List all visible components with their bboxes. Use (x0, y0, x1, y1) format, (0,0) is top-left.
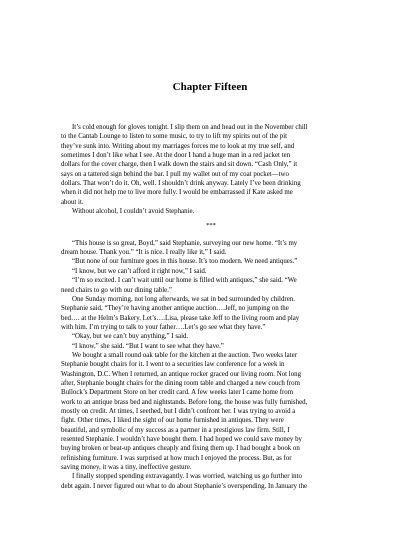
paragraph-line: work to an antique brass bed and nightstands. Before long, the house was fully furnished, (61, 398, 308, 406)
flashback-section (61, 239, 361, 491)
paragraph-line: fight. Other times, I liked the sight of our home furnished in antiques. They were (61, 417, 284, 425)
paragraph-line: dollars for the cover charge, then I walk down the stairs and sit down. “Cash Only,” it (61, 161, 298, 169)
paragraph-line: sometimes I don’t like what I see. At the door I hand a huge man in a red jacket ten (61, 152, 291, 160)
paragraph-line: dream house. Thank you.” “It is nice. I really like it,” I said. (61, 249, 227, 257)
paragraph-line: debt again. I never figured out what to do about Stephanie’s overspending. In January the (61, 482, 308, 490)
paragraph-line: mostly on credit. At times, I seethed, but I didn’t confront her. I was trying to avoid a (61, 407, 296, 415)
paragraph-first-line: One Sunday morning, not long afterwards, we sat in bed surrounded by children. (72, 295, 295, 303)
paragraph-line: saving money, it was a tiny, ineffective gesture. (61, 464, 192, 472)
paragraph-line: Washington, D.C. When I returned, an antique rocker graced our living room. Not long (61, 370, 302, 378)
paragraph-line: Stephanie said, “They’re having another antique auction….Jeff, no jumping on the (61, 305, 289, 313)
paragraph-first-line: “This house is so great, Boyd,” said Stephanie, surveying our new home. “It’s my (72, 239, 298, 247)
section-break: *** (206, 222, 216, 230)
paragraph-line: buying broken or beat-up antiques cheaply and fixing them up. I had bought a book on (61, 445, 300, 453)
paragraph-first-line: It’s cold enough for gloves tonight. I slip them on and head out in the November chill (72, 124, 308, 131)
paragraph-line: dollars. That won’t do it. Oh, well. I shouldn’t drink anyway. Lately I’ve been drinking (61, 180, 301, 188)
paragraph-line: they’ve sunk into. Writing about my marriages forces me to look at my true self, and (61, 142, 295, 150)
paragraph-first-line: We bought a small round oak table for the kitchen at the auction. Two weeks later (72, 351, 298, 359)
paragraph-line: Bullock’s Department Store on her credit card. A few weeks later I came home from (61, 389, 294, 397)
paragraph-line: bed…. at the Helm’s Bakery. Let’s….Lisa, please take Jeff to the living room and play (61, 314, 300, 322)
paragraph-line: need chairs to go with our dining table.” (61, 286, 172, 294)
paragraph-first-line: I finally stopped spending extravagantly. I was worried, watching us go further into (72, 473, 302, 481)
paragraph-line: beautiful, and symbolic of my success as a partner in a prestigious law firm. Still, I (61, 426, 290, 434)
paragraph-first-line: “But none of our furniture goes in this house. It’s too modern. We need antiques.” (72, 258, 298, 266)
paragraph-line: to the Cantab Lounge to listen to some music, to try to lift my spirits out of the pit (61, 133, 288, 141)
paragraph-line: Stephanie bought chairs for it. I went to a securities law conference for a week in (61, 361, 285, 369)
paragraph-line: resented Stephanie. I wouldn’t have bought them. I had hoped we could save money by (61, 436, 302, 443)
paragraph-line: when it did not help me to live more fully. I would be embarrassed if Kate asked me (61, 189, 293, 197)
paragraph-first-line: “I know, but we can’t afford it right now,” I said. (72, 267, 207, 275)
paragraph-line: after, Stephanie bought chairs for the dining room table and charged a new couch from (61, 379, 300, 387)
paragraph-first-line: Without alcohol, I couldn’t avoid Stephanie. (72, 208, 195, 216)
paragraph-line: says on a tattered sign behind the bar. I pull my wallet out of my coat pocket—two (61, 170, 289, 178)
paragraph-line: with him. I’m trying to talk to your father….Let’s go see what they have.” (61, 323, 266, 331)
opening-section (61, 123, 361, 216)
chapter-title: Chapter Fifteen (172, 81, 248, 93)
paragraph-first-line: “I’m so excited. I can’t wait until our home is filled with antiques,” she said. “We (72, 277, 297, 285)
paragraph-line: refinishing furniture. I was surprised at how much I enjoyed the process. But, as for (61, 454, 292, 462)
paragraph-first-line: “I know,” she said. “But I want to see what they have.” (72, 342, 224, 350)
paragraph-first-line: “Okay, but we can’t buy anything,” I said. (72, 333, 189, 341)
paragraph-line: about it. (61, 198, 84, 206)
chapter-body (61, 123, 361, 491)
